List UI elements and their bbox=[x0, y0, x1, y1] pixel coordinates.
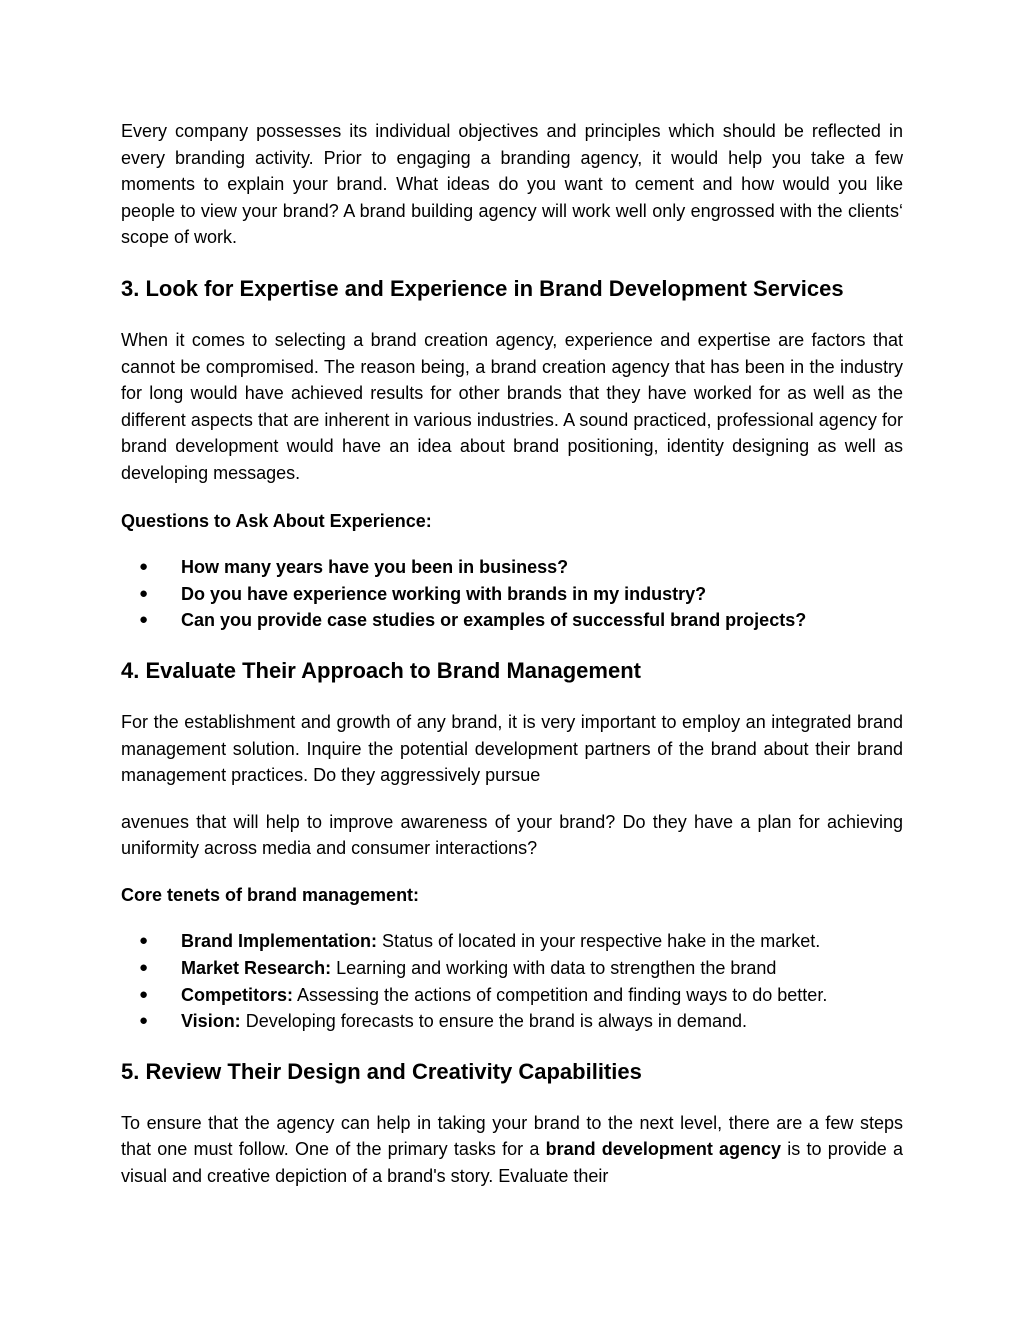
section-3-heading: 3. Look for Expertise and Experience in Brand Development Services bbox=[121, 275, 844, 301]
list-item: ● Do you have experience working with brands in my industry? bbox=[121, 581, 903, 608]
section-4-paragraph-2: avenues that will help to improve awareness of your brand? Do they have a plan for achieving uniformity across media and consumer interactions? bbox=[121, 811, 903, 859]
list-item: ● Market Research: Learning and working with data to strengthen the brand bbox=[121, 955, 903, 982]
list-item: ● How many years have you been in business? bbox=[121, 554, 903, 581]
section-5-heading: 5. Review Their Design and Creativity Capabilities bbox=[121, 1058, 642, 1084]
questions-label: Questions to Ask About Experience: bbox=[121, 510, 432, 531]
bullet-icon: ● bbox=[139, 558, 149, 576]
bullet-icon: ● bbox=[139, 584, 149, 602]
questions-list bbox=[121, 554, 903, 634]
section-3-paragraph: When it comes to selecting a brand creation agency, experience and expertise are factors that cannot be compromised. The reason being, a brand creation agency that has been in the industry for long would have achieved results for other brands that they have worked for as well as the different aspects that are inherent in various industries. A sound practiced, professional agency for brand development would have an idea about brand positioning, identity designing as well as developing messages. bbox=[121, 329, 903, 483]
tenets-label: Core tenets of brand management: bbox=[121, 884, 420, 905]
bullet-icon: ● bbox=[139, 985, 149, 1003]
document-page bbox=[121, 118, 903, 1190]
list-item: ● Brand Implementation: Status of located in your respective hake in the market. bbox=[121, 928, 903, 955]
section-5-paragraph: To ensure that the agency can help in taking your brand to the next level, there are a few steps that one must follow. One of the primary tasks for a brand development agency is to provide a visual and creative depiction of a brand's story. Evaluate their bbox=[121, 1112, 904, 1187]
bullet-icon: ● bbox=[139, 611, 149, 629]
section-4-paragraph-1: For the establishment and growth of any brand, it is very important to employ an integrated brand management solution. Inquire the potential development partners of the brand about their brand management practices. Do they aggressively pursue bbox=[121, 711, 903, 786]
bullet-icon: ● bbox=[139, 1012, 149, 1030]
bullet-icon: ● bbox=[139, 959, 149, 977]
section-4-heading: 4. Evaluate Their Approach to Brand Management bbox=[121, 657, 641, 683]
list-item: ● Can you provide case studies or examples of successful brand projects? bbox=[121, 607, 903, 634]
list-item: ● Competitors: Assessing the actions of competition and finding ways to do better. bbox=[121, 982, 903, 1009]
tenets-list bbox=[121, 928, 903, 1034]
list-item: ● Vision: Developing forecasts to ensure the brand is always in demand. bbox=[121, 1008, 903, 1035]
intro-paragraph: Every company possesses its individual objectives and principles which should be reflected in every branding activity. Prior to engaging a branding agency, it would help you take a few moments to explain your brand. What ideas do you want to cement and how would you like people to view your brand? A brand building agency will work well only engrossed with the clients‘ scope of work. bbox=[121, 121, 903, 248]
bullet-icon: ● bbox=[139, 932, 149, 950]
